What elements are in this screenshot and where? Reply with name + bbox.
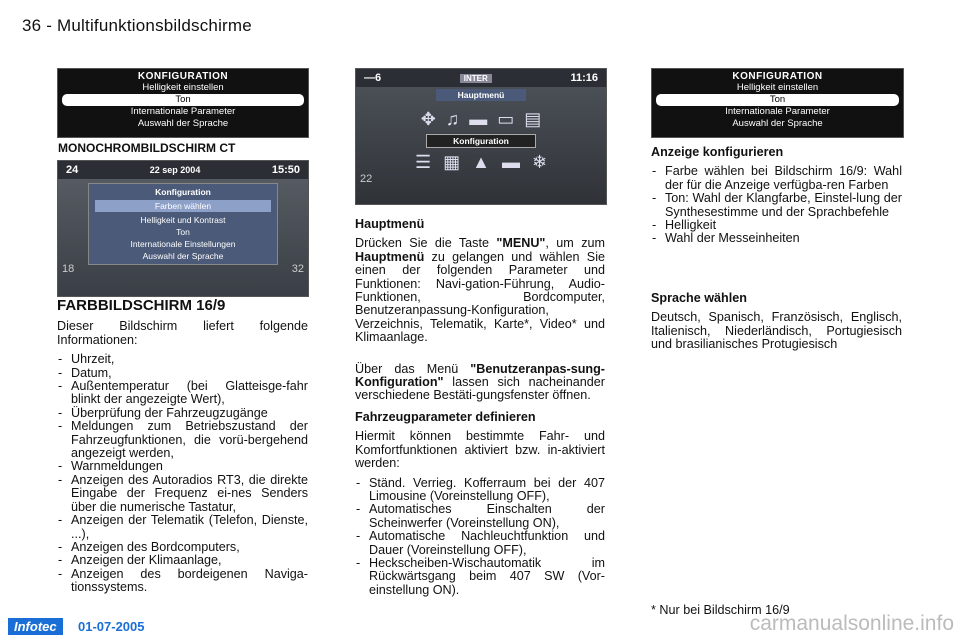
list-item: - Automatische Nachleuchtfunktion und Dauer (Voreinstellung OFF), — [355, 530, 605, 557]
computer-icon: ▭ — [497, 109, 515, 129]
params-intro: Hiermit können bestimmte Fahr- und Komfortfunktionen aktiviert bzw. in-aktiviert werden: — [355, 429, 605, 471]
color-screen-statusbar — [58, 161, 308, 179]
music-icon: ♫ — [445, 109, 460, 129]
color-screen-item: Auswahl der Sprache — [142, 251, 224, 261]
mono-screen-item-selected: Ton — [62, 94, 304, 106]
config-screen — [651, 68, 904, 138]
list-item: - Überprüfung der Fahrzeugzugänge — [57, 407, 308, 420]
color-screen-time: 15:50 — [271, 164, 300, 176]
display-heading: Anzeige konfigurieren — [651, 145, 784, 159]
color-screen-temp: 24 — [66, 164, 79, 176]
info-list — [57, 353, 308, 594]
color-screen-date: 22 sep 2004 — [149, 165, 201, 175]
hauptmenu-bold: Hauptmenü — [355, 249, 425, 264]
color-screen-item: Internationale Einstellungen — [130, 239, 236, 249]
mono-screen-item: Helligkeit einstellen — [142, 82, 224, 93]
hauptmenu-paragraph: Drücken Sie die Taste "MENU", um zum Hauptmenü zu gelangen und wählen Sie einen der folgenden Parameter und Funktionen: Navi-gation-Führung, Audio-Funktionen, Bordcomputer, Benutzeranpassung-Konfiguration, Verzeichnis, Telematik, Karte*, Video* und Klimaanlage. — [355, 236, 605, 345]
mono-caption: MONOCHROMBILDSCHIRM CT — [58, 141, 236, 155]
list-item: - Heckscheiben-Wischautomatik im Rückwärtsgang beim 407 SW (Vor-einstellung ON). — [355, 557, 605, 597]
list-item: - Farbe wählen bei Bildschirm 16/9: Wahl der für die Anzeige verfügba-ren Farben — [651, 165, 902, 192]
mono-screen-title: KONFIGURATION — [137, 71, 229, 82]
color-screen-heading: FARBBILDSCHIRM 16/9 — [57, 297, 226, 314]
mono-screen — [57, 68, 309, 138]
right-column-text — [651, 146, 902, 357]
main-menu-time: 11:16 — [570, 72, 598, 84]
car-icon: ▬ — [469, 109, 488, 129]
header-separator: - — [41, 16, 58, 35]
mono-screen-item: Auswahl der Sprache — [137, 118, 229, 129]
main-menu-screen — [355, 68, 607, 205]
brand-logo: Infotec — [8, 618, 63, 635]
page-header — [22, 16, 252, 36]
list-item: - Uhrzeit, — [57, 353, 308, 366]
list-item: - Automatisches Einschalten der Scheinwerfer (Voreinstellung ON), — [355, 503, 605, 530]
color-screen — [57, 160, 309, 297]
params-list — [355, 477, 605, 598]
list-item: - Ton: Wahl der Klangfarbe, Einstel-lung der Synthesestimme und der Sprachbefehle — [651, 192, 902, 219]
config-paragraph: Über das Menü "Benutzeranpas-sung-Konfiguration" lassen sich nacheinander verschiedene Bestäti-gungsfenster öffnen. — [355, 361, 605, 403]
config-bold: "Benutzeranpas-sung-Konfiguration" — [355, 361, 605, 390]
list-item: - Anzeigen der Telematik (Telefon, Dienste, ...), — [57, 514, 308, 541]
list-item: - Außentemperatur (bei Glatteisge-fahr blinkt der angezeigte Wert), — [57, 380, 308, 407]
directory-icon: ☰ — [414, 152, 432, 172]
color-screen-menu — [88, 183, 278, 265]
page-number: 36 — [22, 16, 42, 35]
document-icon: ▤ — [524, 109, 542, 129]
main-menu-selected: Konfiguration — [426, 134, 536, 148]
footnote: * Nur bei Bildschirm 16/9 — [651, 603, 790, 617]
menu-key: "MENU" — [496, 236, 546, 251]
color-screen-left-num: 18 — [62, 263, 75, 275]
config-screen-title: KONFIGURATION — [732, 71, 823, 82]
display-list — [651, 165, 902, 245]
page-title: Multifunktionsbildschirme — [57, 16, 252, 35]
watermark: carmanualsonline.info — [749, 612, 954, 635]
main-menu-left-num: 22 — [360, 173, 373, 185]
list-item: - Helligkeit — [651, 219, 902, 232]
climate-icon: ❄ — [531, 152, 548, 172]
color-screen-menu-title: Konfiguration — [155, 187, 211, 197]
config-screen-item: Internationale Parameter — [725, 106, 830, 117]
color-screen-item: Ton — [176, 227, 190, 237]
left-column-text — [57, 299, 308, 595]
config-screen-item-selected: Ton — [656, 94, 899, 106]
footer-date: 01-07-2005 — [78, 619, 145, 634]
video-icon: ▬ — [501, 152, 520, 172]
language-text: Deutsch, Spanisch, Französisch, Englisch, Italienisch, Niederländisch, Portugiesisch und brasilianisches Protugiesisch — [651, 310, 902, 352]
main-menu-title: Hauptmenü — [436, 89, 526, 101]
list-item: - Datum, — [57, 367, 308, 380]
list-item: - Anzeigen des bordeigenen Naviga-tionssystems. — [57, 568, 308, 595]
list-item: - Anzeigen der Klimaanlage, — [57, 554, 308, 567]
color-screen-intro: Dieser Bildschirm liefert folgende Informationen: — [57, 319, 308, 347]
settings-icon: ▦ — [443, 152, 461, 172]
params-heading: Fahrzeugparameter definieren — [355, 409, 536, 424]
list-item: - Meldungen zum Betriebszustand der Fahrzeugfunktionen, die vorü-bergehend angezeigt werden, — [57, 420, 308, 460]
main-menu-icons-row-1 — [356, 109, 606, 130]
language-heading: Sprache wählen — [651, 290, 747, 305]
hauptmenu-heading: Hauptmenü — [355, 217, 425, 231]
color-screen-right-num: 32 — [291, 263, 304, 275]
main-menu-icons-row-2 — [356, 152, 606, 173]
main-menu-statusbar — [356, 69, 606, 87]
config-screen-item: Helligkeit einstellen — [736, 82, 819, 93]
list-item: - Anzeigen des Autoradios RT3, die direkte Eingabe der Frequenz ei-nes Senders über die numerische Tastatur, — [57, 474, 308, 514]
main-menu-temp: —6 — [364, 72, 382, 84]
mono-screen-item: Internationale Parameter — [130, 106, 236, 117]
list-item: - Warnmeldungen — [57, 460, 308, 473]
config-screen-item: Auswahl der Sprache — [732, 118, 823, 129]
list-item: - Anzeigen des Bordcomputers, — [57, 541, 308, 554]
navigation-icon: ✥ — [420, 109, 436, 129]
list-item: - Ständ. Verrieg. Kofferraum bei der 407 Limousine (Voreinstellung OFF), — [355, 477, 605, 504]
color-screen-item-selected: Farben wählen — [95, 200, 271, 212]
map-icon: ▲ — [472, 152, 490, 172]
list-item: - Wahl der Messeinheiten — [651, 232, 902, 245]
middle-column-text — [355, 218, 605, 597]
color-screen-item: Helligkeit und Kontrast — [140, 215, 226, 225]
main-menu-badge: INTER — [460, 74, 492, 83]
